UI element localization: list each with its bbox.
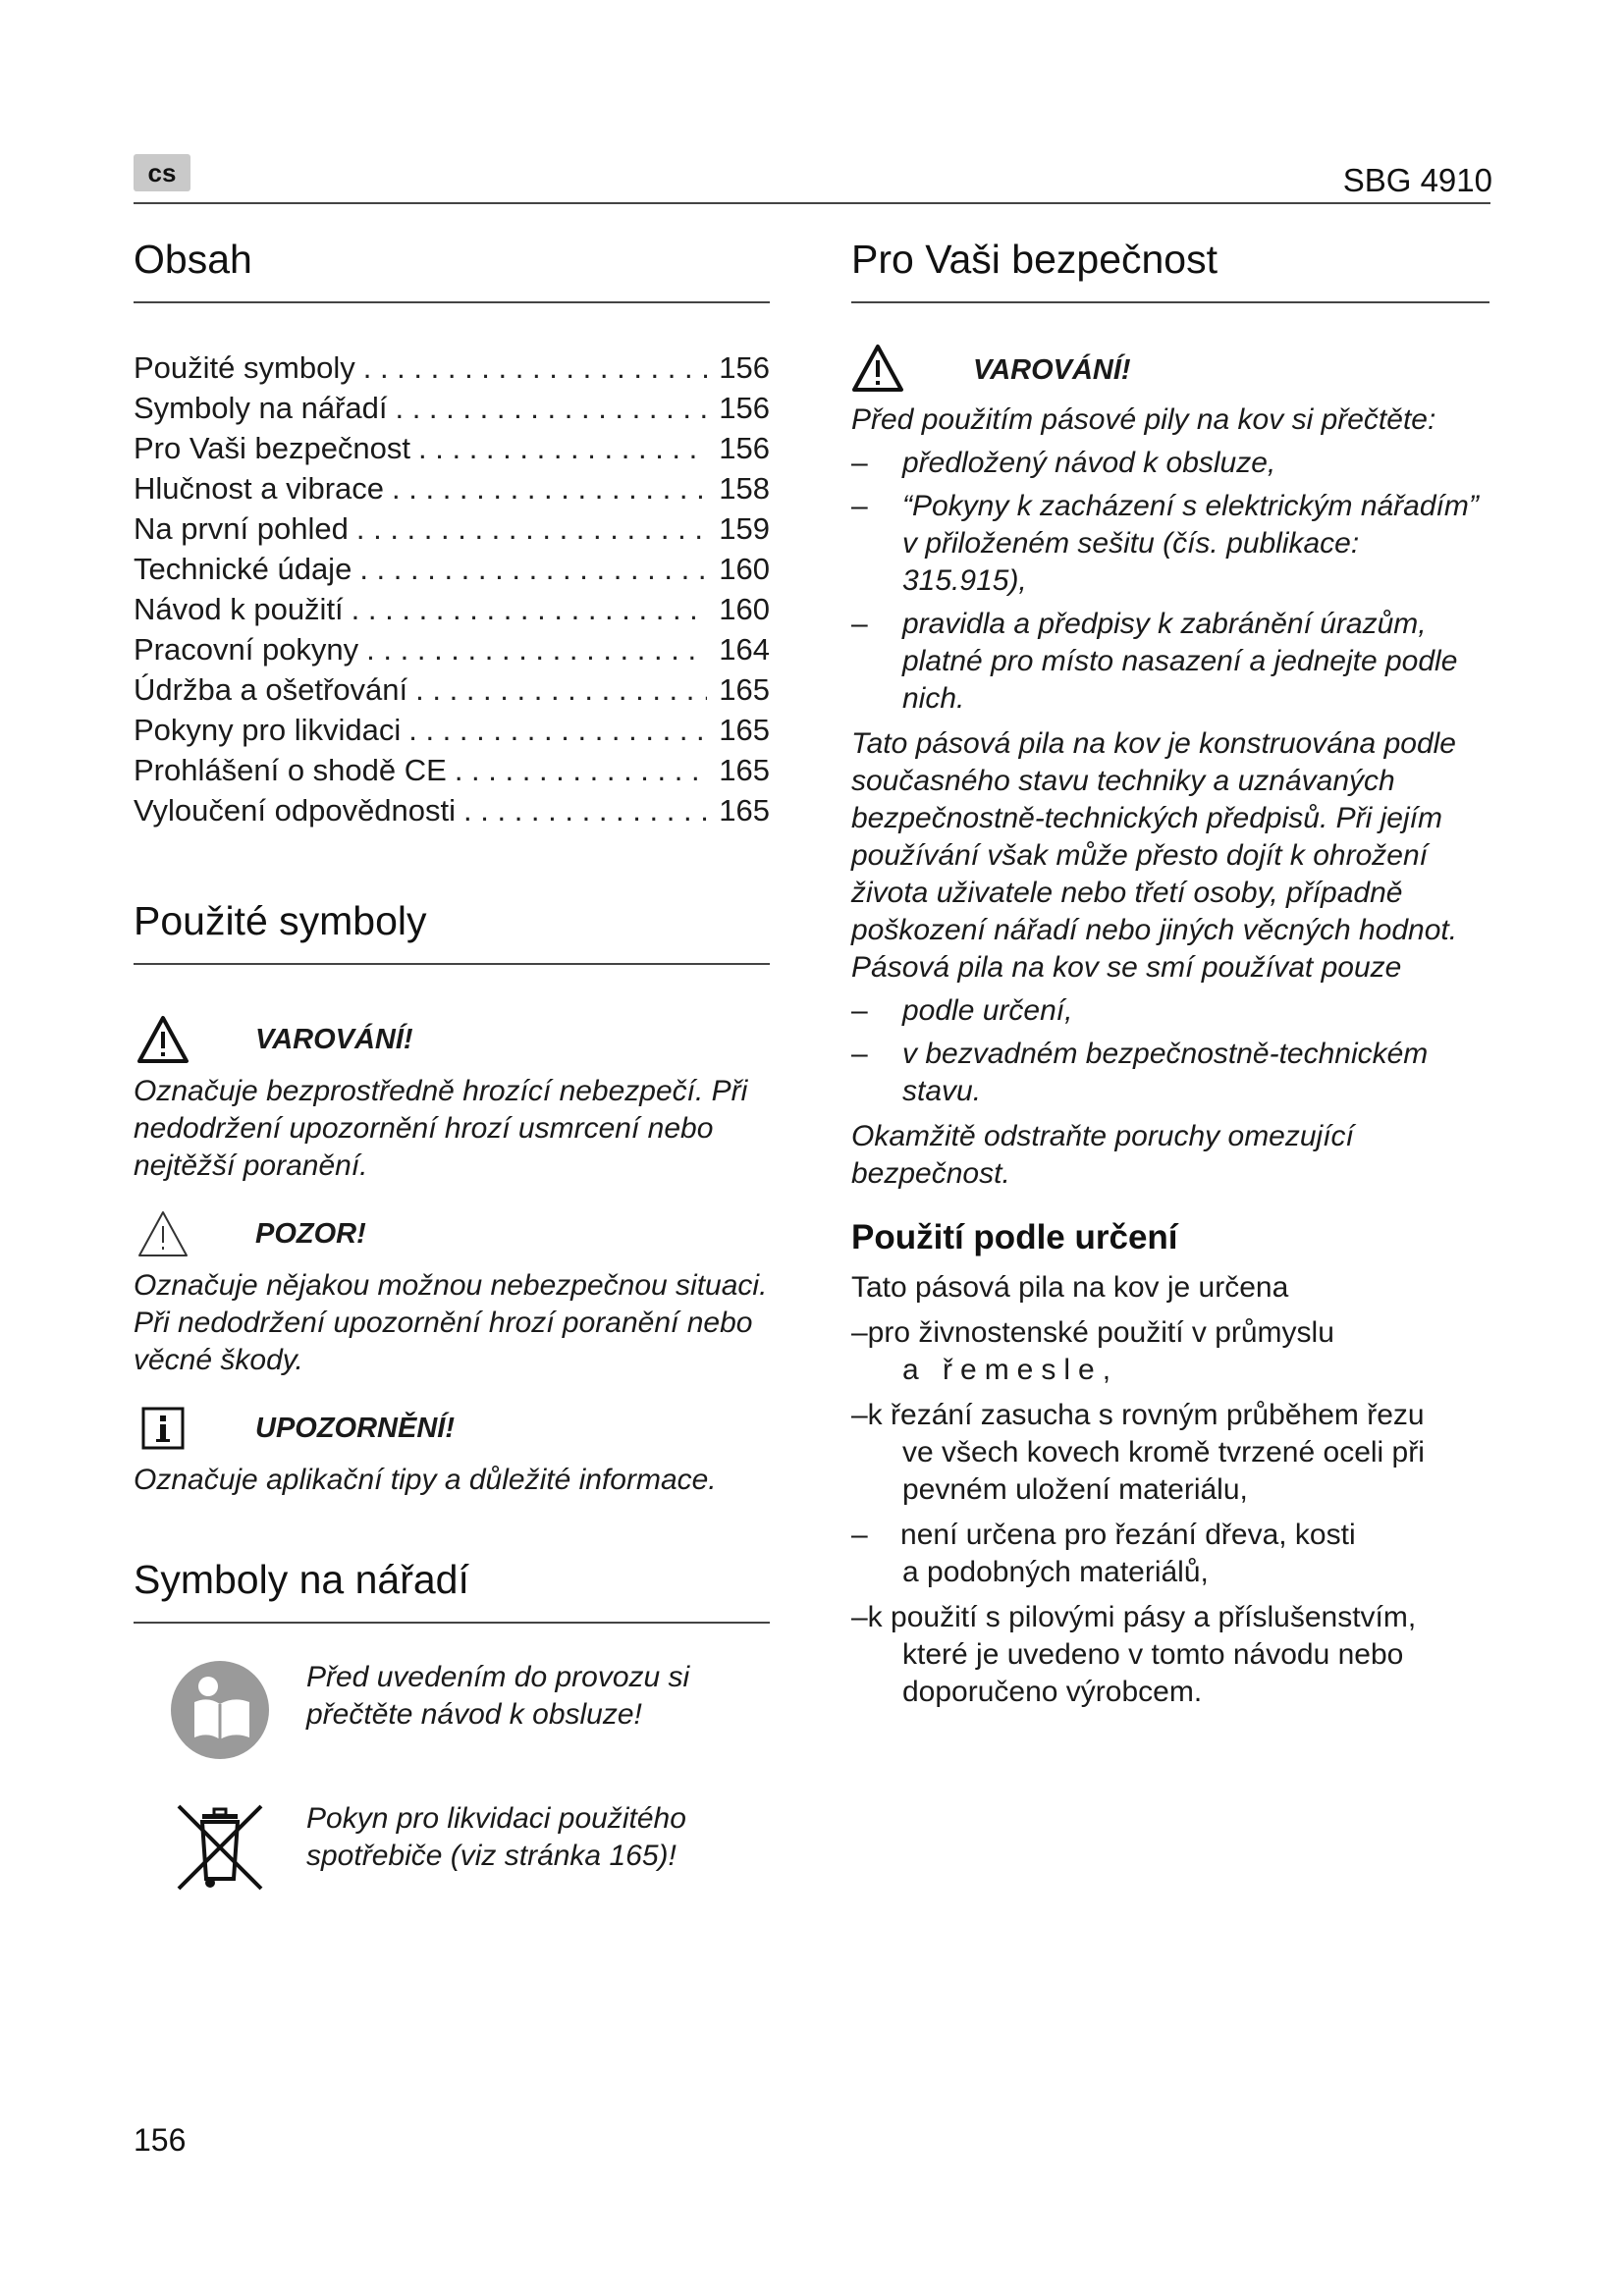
use-condition-text: v bezvadném bezpečnostně-technickém stavu. <box>902 1038 1429 1107</box>
safety-intro: Před použitím pásové pily na kov si přečtěte: <box>851 403 1436 436</box>
intended-use-item-rest: které je uvedeno v tomto návodu nebo doporučeno výrobcem. <box>902 1638 1404 1708</box>
read-item: – “Pokyny k zacházení s elektrickým nářadím” v přiloženém sešitu (čís. publikace: 315.915), <box>851 488 1489 600</box>
toc-entry-label: Na první pohled <box>134 511 349 546</box>
toc-entry-label: Pro Vaši bezpečnost <box>134 431 411 465</box>
toc-entry-label: Vyloučení odpovědnosti <box>134 793 457 828</box>
toc-entry <box>134 710 770 750</box>
warning-triangle-icon <box>851 344 910 398</box>
toc-entry-label: Pokyny pro likvidaci <box>134 713 402 747</box>
read-item-text: “Pokyny k zacházení s elektrickým nářadím” v přiloženém sešitu (čís. publikace: 315.915), <box>902 490 1479 597</box>
crossed-bin-icon <box>134 1800 306 1895</box>
toc-leader-dots <box>358 629 707 669</box>
toc-entry-page: 160 <box>719 592 770 626</box>
intended-use-item-rest: a řemesle, <box>902 1354 1119 1386</box>
toc-entry-page: 159 <box>719 511 770 546</box>
toc-entry <box>134 388 770 428</box>
toc-leader-dots <box>387 388 707 428</box>
toc-entry-label: Použité symboly <box>134 350 355 385</box>
intended-use-item-rest: a podobných materiálů, <box>902 1556 1209 1588</box>
toc-entry-label: Pracovní pokyny <box>134 632 359 667</box>
intended-use-title: Použití podle určení <box>851 1218 1178 1256</box>
device-symbol-disposal <box>134 1800 770 1895</box>
read-manual-icon <box>134 1659 306 1761</box>
left-column <box>134 232 770 1895</box>
toc-entry <box>134 428 770 468</box>
intended-use-item-first: –pro živnostenské použití v průmyslu <box>851 1316 1334 1349</box>
toc-entry-page: 156 <box>719 391 770 425</box>
toc-leader-dots <box>407 669 707 710</box>
notice-symbol-row <box>134 1401 770 1456</box>
table-of-contents <box>134 347 770 830</box>
toc-entry-page: 158 <box>719 471 770 506</box>
model-number: SBG 4910 <box>1342 162 1492 198</box>
caution-symbol-row <box>134 1206 770 1261</box>
toc-leader-dots <box>349 508 707 549</box>
toc-leader-dots <box>384 468 707 508</box>
caution-text: Označuje nějakou možnou nebezpečnou situaci. Při nedodržení upozornění hrozí poranění nebo věcné škody. <box>134 1269 768 1376</box>
caution-label: POZOR! <box>255 1217 366 1250</box>
toc-leader-dots <box>344 589 707 629</box>
intended-use-intro: Tato pásová pila na kov je určena <box>851 1271 1289 1304</box>
warning-triangle-icon <box>134 1012 192 1067</box>
toc-entry <box>134 347 770 388</box>
toc-leader-dots <box>352 549 707 589</box>
toc-entry <box>134 508 770 549</box>
warning-label: VAROVÁNÍ! <box>255 1023 413 1055</box>
device-symbol-manual <box>134 1659 770 1761</box>
use-condition: – v bezvadném bezpečnostně-technickém stavu. <box>851 1036 1489 1110</box>
toc-entry-page: 164 <box>719 632 770 667</box>
toc-entry-label: Symboly na nářadí <box>134 391 388 425</box>
disposal-symbol-text: Pokyn pro likvidaci použitého spotřebiče (viz stránka 165)! <box>306 1802 686 1872</box>
toc-entry <box>134 629 770 669</box>
toc-leader-dots <box>410 428 707 468</box>
toc-leader-dots <box>447 750 707 790</box>
toc-entry-page: 165 <box>719 713 770 747</box>
toc-leader-dots <box>456 790 707 830</box>
intended-use-item-first: –k použití s pilovými pásy a příslušenstvím, <box>851 1601 1417 1633</box>
toc-entry-label: Údržba a ošetřování <box>134 672 408 707</box>
toc-entry-label: Technické údaje <box>134 552 352 586</box>
symbols-title: Použité symboly <box>134 893 770 965</box>
use-condition-text: podle určení, <box>902 994 1073 1027</box>
toc-entry-page: 160 <box>719 552 770 586</box>
intended-use-item <box>851 1599 1489 1711</box>
toc-entry <box>134 589 770 629</box>
safety-warning-row <box>851 343 1489 398</box>
read-item-text: předložený návod k obsluze, <box>902 447 1276 479</box>
intended-use-item <box>851 1517 1489 1591</box>
toc-entry-page: 156 <box>719 350 770 385</box>
manual-symbol-text: Před uvedením do provozu si přečtěte návod k obsluze! <box>306 1661 690 1731</box>
read-item-text: pravidla a předpisy k zabránění úrazům, platné pro místo nasazení a jednejte podle nich. <box>902 608 1458 715</box>
notice-label: UPOZORNĚNÍ! <box>255 1412 455 1444</box>
right-column <box>851 232 1489 1711</box>
warning-text: Označuje bezprostředně hrozící nebezpečí. Při nedodržení upozornění hrozí usmrcení nebo nejtěžší poranění. <box>134 1075 748 1182</box>
toc-entry <box>134 790 770 830</box>
safety-warning-label: VAROVÁNÍ! <box>973 353 1131 386</box>
device-symbols-title: Symboly na nářadí <box>134 1552 770 1624</box>
header-rule <box>134 202 1490 204</box>
page-number: 156 <box>134 2122 187 2158</box>
toc-entry-page: 165 <box>719 753 770 787</box>
toc-entry-page: 165 <box>719 793 770 828</box>
toc-title: Obsah <box>134 232 770 303</box>
toc-entry <box>134 468 770 508</box>
toc-entry-page: 165 <box>719 672 770 707</box>
safety-paragraph: Tato pásová pila na kov je konstruována podle současného stavu techniky a uznávaných bezpečnostně-technických předpisů. Při jejím používání však může přesto dojít k ohrožení života uživatele nebo třetí osoby, případně poškození nářadí nebo jiných věcných hodnot. Pásová pila na kov se smí používat pouze <box>851 727 1458 984</box>
toc-leader-dots <box>355 347 707 388</box>
toc-entry-label: Hlučnost a vibrace <box>134 471 385 506</box>
safety-closing: Okamžitě odstraňte poruchy omezující bezpečnost. <box>851 1120 1354 1190</box>
read-item: – pravidla a předpisy k zabránění úrazům, platné pro místo nasazení a jednejte podle nich. <box>851 606 1489 718</box>
intended-use-item <box>851 1397 1489 1509</box>
caution-triangle-icon <box>134 1206 192 1261</box>
intended-use-item-first: – není určena pro řezání dřeva, kosti <box>851 1519 1356 1551</box>
intended-use-item-first: –k řezání zasucha s rovným průběhem řezu <box>851 1399 1425 1431</box>
toc-leader-dots <box>401 710 707 750</box>
toc-entry-page: 156 <box>719 431 770 465</box>
notice-text: Označuje aplikační tipy a důležité informace. <box>134 1464 717 1496</box>
toc-entry <box>134 669 770 710</box>
safety-title: Pro Vaši bezpečnost <box>851 232 1489 303</box>
read-item: – předložený návod k obsluze, <box>851 445 1489 482</box>
toc-entry-label: Návod k použití <box>134 592 344 626</box>
toc-entry <box>134 750 770 790</box>
language-badge: cs <box>134 154 190 191</box>
toc-entry <box>134 549 770 589</box>
warning-symbol-row <box>134 1012 770 1067</box>
toc-entry-label: Prohlášení o shodě CE <box>134 753 447 787</box>
intended-use-item-rest: ve všech kovech kromě tvrzené oceli při pevném uložení materiálu, <box>902 1436 1425 1506</box>
use-condition: – podle určení, <box>851 992 1489 1030</box>
intended-use-item <box>851 1314 1489 1389</box>
info-icon <box>134 1401 192 1456</box>
